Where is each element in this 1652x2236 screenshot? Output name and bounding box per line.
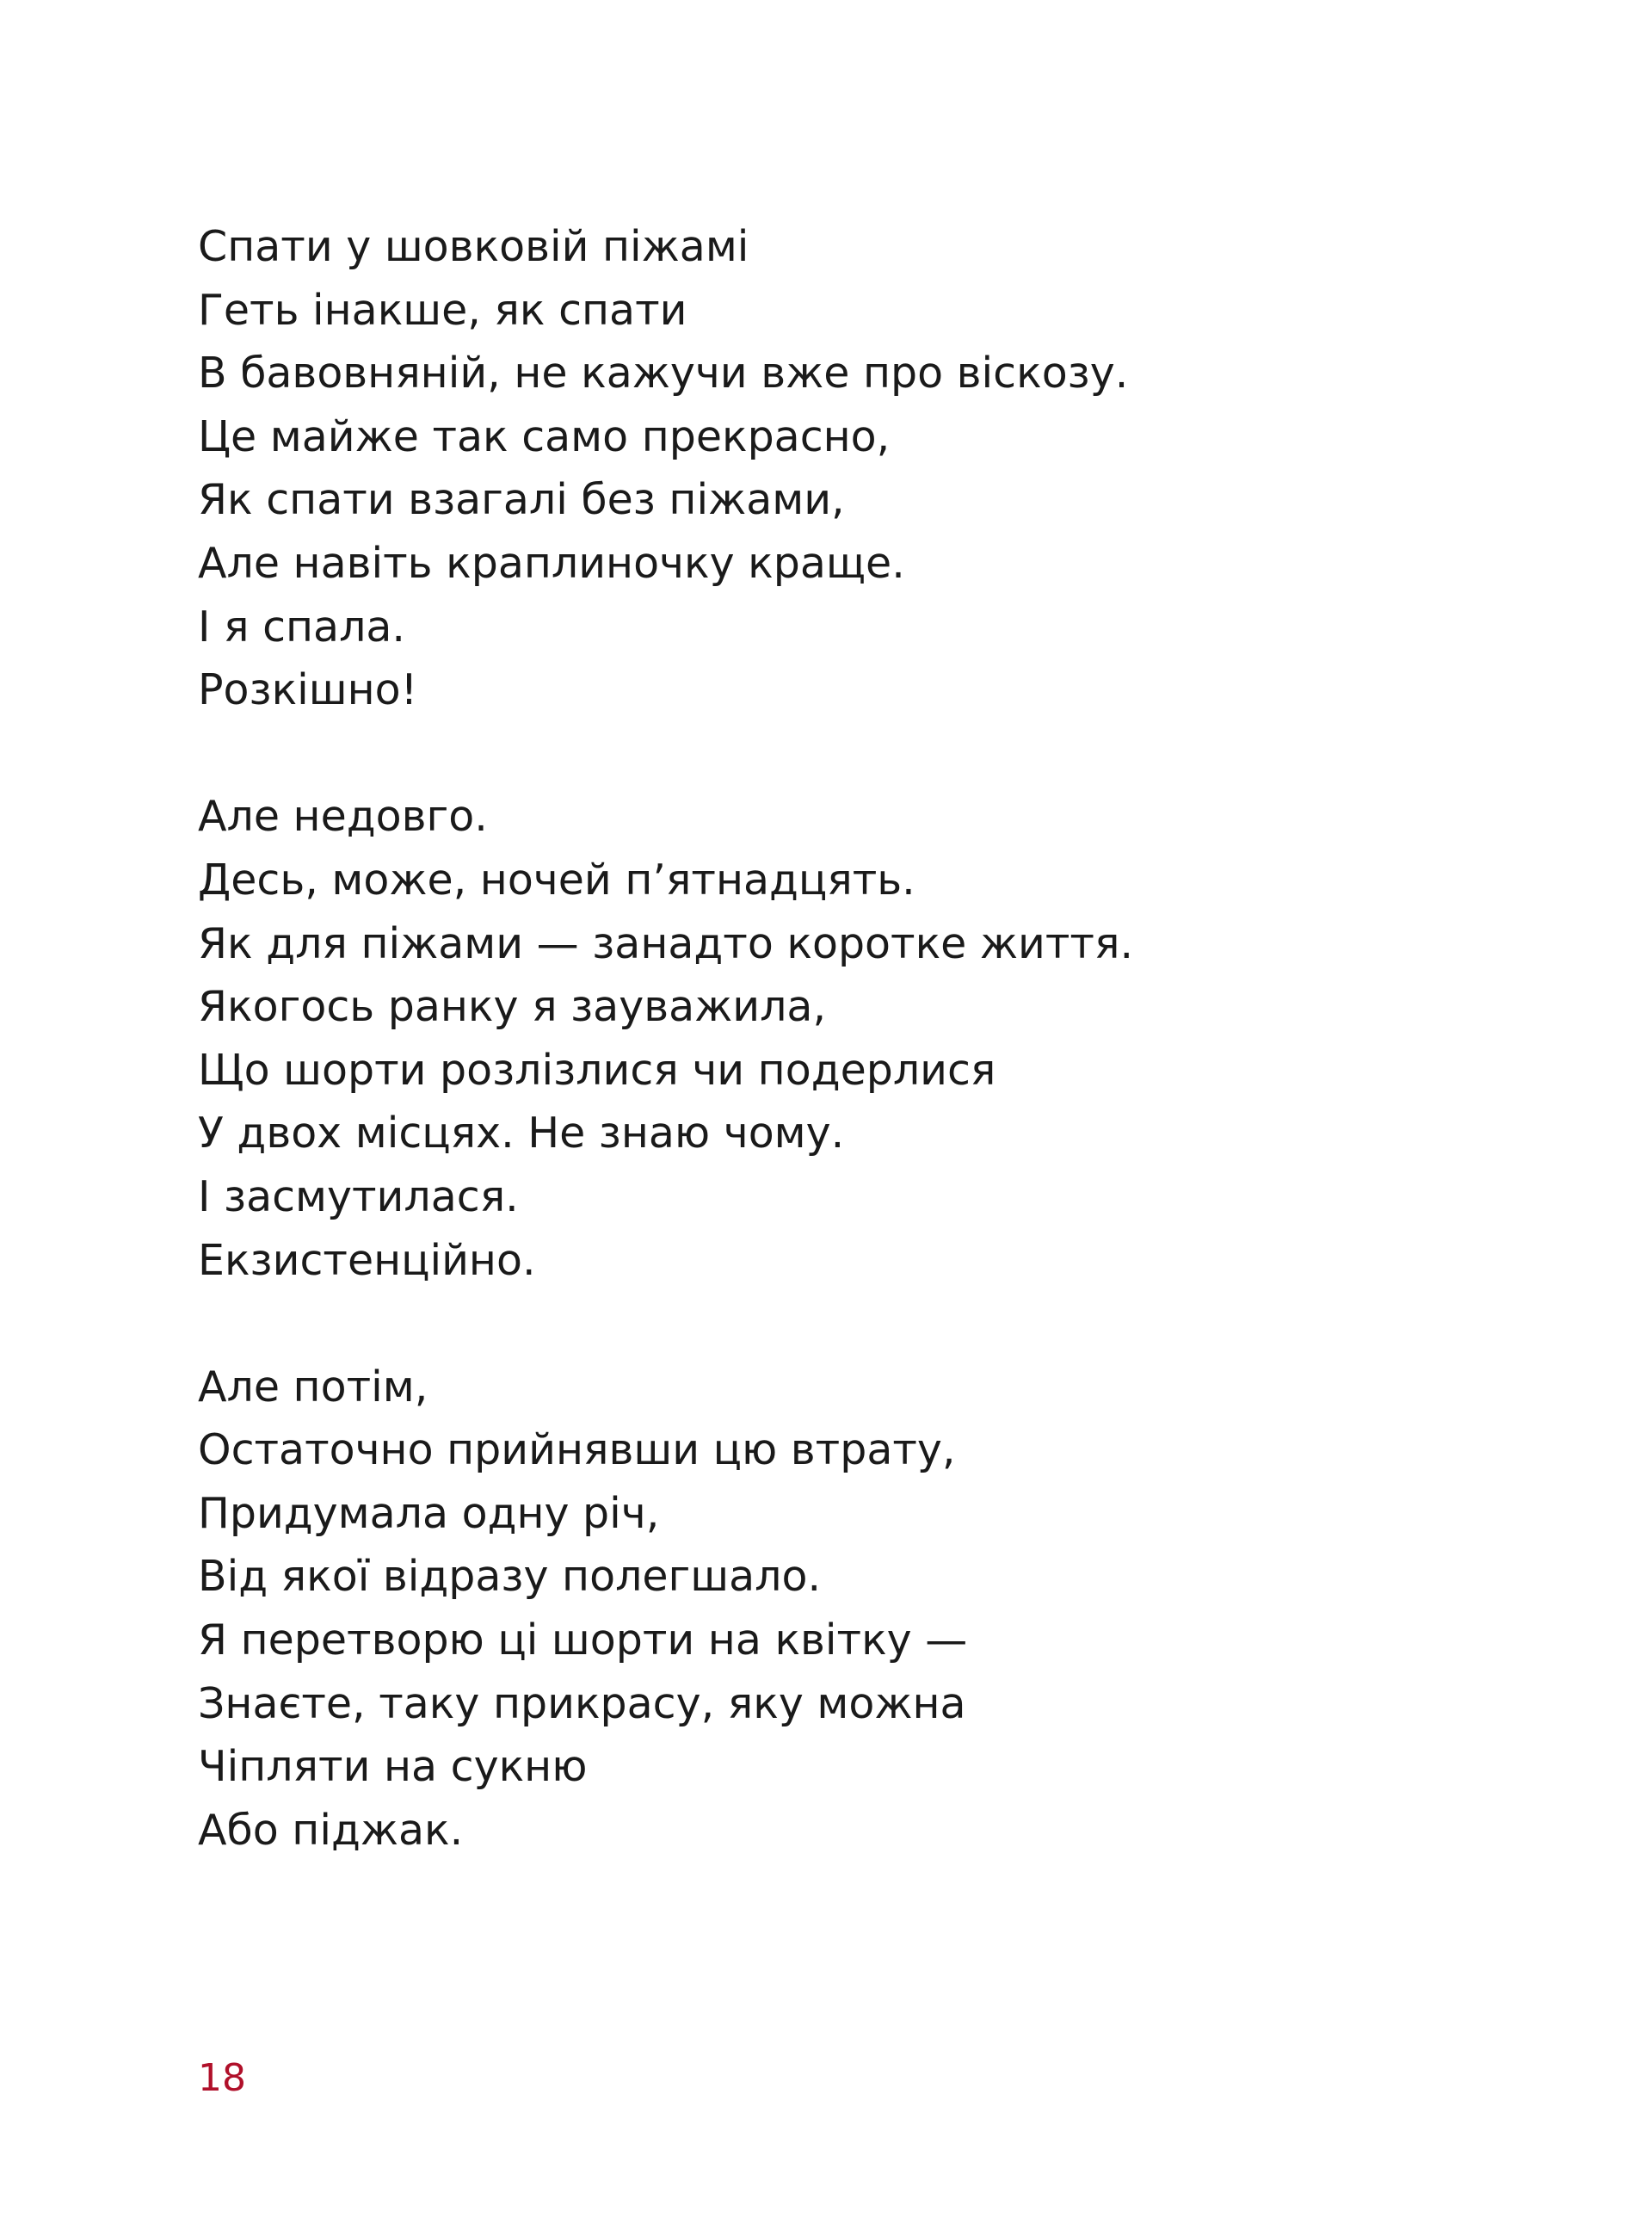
- poem-text: [198, 215, 1489, 1862]
- poem-line: Або піджак.: [198, 1805, 464, 1855]
- stanza-3: [198, 1356, 1489, 1862]
- poem-line: Від якої відразу полегшало.: [198, 1552, 822, 1602]
- poem-line: Знаєте, таку прикрасу, яку можна: [198, 1678, 966, 1728]
- poem-line: Як для піжами — занадто коротке життя.: [198, 918, 1134, 968]
- poem-line: Але недовго.: [198, 792, 488, 842]
- poem-line: Я перетворю ці шорти на квітку —: [198, 1615, 968, 1665]
- poem-line: Геть інакше, як спати: [198, 285, 687, 335]
- poem-line: Спати у шовковій піжамі: [198, 222, 749, 271]
- poem-line: Але навіть краплиночку краще.: [198, 538, 905, 588]
- poem-line: Але потім,: [198, 1362, 428, 1411]
- poem-line: І я спала.: [198, 602, 406, 652]
- stanza-1: [198, 215, 1489, 722]
- poem-line: Якогось ранку я зауважила,: [198, 982, 827, 1032]
- stanza-2: [198, 785, 1489, 1292]
- poem-line: І засмутилася.: [198, 1171, 519, 1221]
- page-number: 18: [198, 2056, 246, 2100]
- poem-line: Придумала одну річ,: [198, 1488, 660, 1538]
- poem-line: У двох місцях. Не знаю чому.: [198, 1109, 845, 1158]
- poem-line: Остаточно прийнявши цю втрату,: [198, 1425, 956, 1475]
- poem-line: Чіпляти на сукню: [198, 1742, 588, 1792]
- poem-line: В бавовняній, не кажучи вже про віскозу.: [198, 349, 1129, 398]
- poem-line: Десь, може, ночей п’ятнадцять.: [198, 855, 915, 905]
- poem-line: Екзистенційно.: [198, 1235, 536, 1285]
- poem-line: Як спати взагалі без піжами,: [198, 475, 845, 525]
- poem-line: Розкішно!: [198, 665, 418, 715]
- poem-line: Це майже так само прекрасно,: [198, 411, 891, 461]
- poem-line: Що шорти розлізлися чи подерлися: [198, 1045, 996, 1095]
